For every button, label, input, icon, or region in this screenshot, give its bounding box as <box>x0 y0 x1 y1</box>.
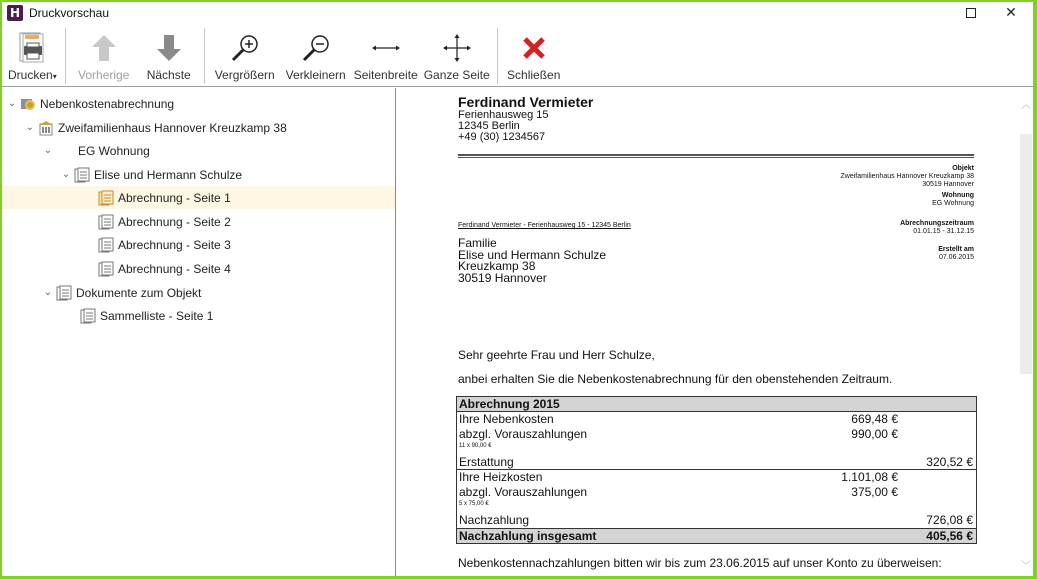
recipient-line: Kreuzkamp 38 <box>458 259 536 273</box>
maximize-icon <box>966 8 976 18</box>
preview-page <box>397 88 1017 576</box>
tree-item-label: Dokumente zum Objekt <box>76 285 202 300</box>
tree-item-abrechnung-seite-4[interactable] <box>96 257 231 280</box>
recipient-line: Elise und Hermann Schulze <box>458 247 607 262</box>
zoom-out-icon <box>299 32 333 64</box>
document-icon <box>98 214 114 230</box>
recipient-line: Familie <box>458 236 497 250</box>
tree-item-label: Elise und Hermann Schulze <box>94 167 243 182</box>
meta-label: Objekt <box>952 165 974 172</box>
maximize-button[interactable] <box>951 2 991 24</box>
tree-item-nebenkostenabrechnung[interactable] <box>6 92 174 115</box>
zoom-in-button[interactable] <box>209 27 281 85</box>
previous-label: Vorherige <box>78 68 130 82</box>
print-preview-window <box>2 2 1033 576</box>
next-page-button[interactable] <box>138 27 200 85</box>
tree-item-label: Abrechnung - Seite 2 <box>118 214 231 229</box>
tree-item-label: EG Wohnung <box>78 143 150 158</box>
page-width-button[interactable] <box>351 27 421 85</box>
return-address: Ferdinand Vermieter - Ferienhausweg 15 - 12345 Berlin <box>458 222 631 229</box>
move-arrows-icon <box>440 32 474 64</box>
arrow-up-icon <box>87 32 121 64</box>
sender-phone: +49 (30) 1234567 <box>458 131 546 143</box>
meta-value: 07.06.2015 <box>938 254 974 261</box>
previous-page-button[interactable] <box>70 27 138 85</box>
bill-amount: 669,48 € <box>851 412 898 426</box>
scroll-down-icon[interactable]: ﹀ <box>1021 561 1031 572</box>
bill-row <box>457 412 976 427</box>
sender-street: Ferienhausweg 15 <box>458 109 549 121</box>
arrow-down-icon <box>152 32 186 64</box>
meta-label: Abrechnungszeitraum <box>900 220 974 227</box>
print-button[interactable] <box>2 27 61 85</box>
header-divider <box>458 154 974 158</box>
vertical-scrollbar[interactable] <box>1019 88 1033 576</box>
tree-item-label: Sammelliste - Seite 1 <box>100 308 214 323</box>
close-window-button[interactable] <box>991 2 1031 24</box>
document-icon <box>98 261 114 277</box>
title-bar <box>2 2 1033 24</box>
printer-icon <box>15 32 49 64</box>
horizontal-arrows-icon <box>369 32 403 64</box>
bill-amount: 320,52 € <box>926 455 973 469</box>
tree-item-schulze[interactable] <box>60 163 242 186</box>
bill-label: Nachzahlung <box>459 513 530 527</box>
chevron-down-icon[interactable]: ⌄ <box>7 98 17 109</box>
bill-row <box>457 427 976 442</box>
toolbar-divider <box>204 28 205 84</box>
tree-item-building[interactable] <box>24 116 287 139</box>
recipient-line: 30519 Hannover <box>458 270 547 285</box>
zoom-in-label: Vergrößern <box>214 68 275 82</box>
zoom-in-icon <box>228 32 262 64</box>
meta-label: Wohnung <box>941 192 974 199</box>
billing-table <box>456 396 977 544</box>
bill-label: Ihre Heizkosten <box>459 470 543 484</box>
meta-zeitraum <box>900 220 974 236</box>
red-x-icon <box>517 32 551 64</box>
tree-item-label: Abrechnung - Seite 3 <box>118 237 231 252</box>
bill-total-row <box>457 528 976 543</box>
bill-row <box>457 455 976 470</box>
document-icon <box>98 237 114 253</box>
meta-value: Zweifamilienhaus Hannover Kreuzkamp 38 <box>840 173 974 180</box>
payment-instruction: Nebenkostennachzahlungen bitten wir bis zum 23.06.2015 auf unser Konto zu überweisen: <box>458 556 942 570</box>
toolbar-divider <box>65 28 66 84</box>
bill-label: Ihre Nebenkosten <box>459 412 554 426</box>
salutation: Sehr geehrte Frau und Herr Schulze, <box>458 348 655 362</box>
meta-objekt <box>841 165 974 189</box>
app-logo-icon: H <box>7 5 23 21</box>
page-width-label: Seitenbreite <box>353 68 418 82</box>
bill-label: Erstattung <box>459 455 514 469</box>
tree-item-abrechnung-seite-1[interactable] <box>2 186 395 209</box>
bill-total-amount: 405,56 € <box>926 529 973 543</box>
chevron-down-icon[interactable]: ⌄ <box>43 287 53 298</box>
close-label: Schließen <box>507 68 561 82</box>
document-icon <box>56 285 72 301</box>
meta-value: 01.01.15 - 31.12.15 <box>913 228 974 235</box>
next-label: Nächste <box>146 68 191 82</box>
bill-amount: 726,08 € <box>926 513 973 527</box>
sender-city: 12345 Berlin <box>458 120 520 132</box>
tree-item-abrechnung-seite-3[interactable] <box>96 233 231 256</box>
tree-item-sammelliste[interactable] <box>78 304 213 327</box>
document-preview[interactable] <box>397 88 1033 576</box>
meta-erstellt <box>938 246 974 262</box>
page-tree <box>2 88 396 576</box>
tree-item-abrechnung-seite-2[interactable] <box>96 210 231 233</box>
chevron-down-icon[interactable]: ⌄ <box>25 122 35 133</box>
tree-item-label: Nebenkostenabrechnung <box>40 96 175 111</box>
window-title: Druckvorschau <box>29 6 110 20</box>
intro-text: anbei erhalten Sie die Nebenkostenabrechnung für den obenstehenden Zeitraum. <box>458 372 893 386</box>
close-preview-button[interactable] <box>502 27 566 85</box>
zoom-out-label: Verkleinern <box>285 68 346 82</box>
bill-label: abzgl. Vorauszahlungen <box>459 485 588 499</box>
chevron-down-icon[interactable]: ⌄ <box>61 169 71 180</box>
meta-value: 30519 Hannover <box>922 181 974 188</box>
meta-label: Erstellt am <box>938 246 974 253</box>
bill-total-label: Nachzahlung insgesamt <box>459 529 597 543</box>
tree-item-label: Abrechnung - Seite 1 <box>118 190 231 205</box>
bill-amount: 1.101,08 € <box>841 470 898 484</box>
document-icon <box>80 308 96 324</box>
chevron-down-icon[interactable]: ⌄ <box>43 145 53 156</box>
bill-label: abzgl. Vorauszahlungen <box>459 427 588 441</box>
scroll-up-icon[interactable]: ︿ <box>1021 100 1031 111</box>
bill-detail: 5 x 75,00 € <box>459 501 489 507</box>
bill-amount: 375,00 € <box>851 485 898 499</box>
meta-value: EG Wohnung <box>932 200 974 207</box>
bill-title: Abrechnung 2015 <box>457 397 976 412</box>
accounting-icon <box>20 96 36 112</box>
bill-row <box>457 470 976 485</box>
tree-item-dokumente[interactable] <box>42 281 201 304</box>
dropdown-caret-icon: ▾ <box>52 72 57 81</box>
tree-item-label: Zweifamilienhaus Hannover Kreuzkamp 38 <box>58 120 287 135</box>
meta-wohnung <box>932 192 974 208</box>
whole-page-button[interactable] <box>421 27 493 85</box>
toolbar <box>2 27 1033 87</box>
bill-row <box>457 513 976 528</box>
sender-name: Ferdinand Vermieter <box>458 94 594 110</box>
close-icon: ✕ <box>1005 5 1017 21</box>
zoom-out-button[interactable] <box>281 27 351 85</box>
recipient-address <box>458 238 606 284</box>
tree-item-label: Abrechnung - Seite 4 <box>118 261 231 276</box>
document-icon <box>74 167 90 183</box>
print-label: Drucken▾ <box>8 68 57 82</box>
toolbar-divider <box>497 28 498 84</box>
bill-row <box>457 485 976 500</box>
whole-page-label: Ganze Seite <box>423 68 490 82</box>
tree-item-eg-wohnung[interactable] <box>42 139 150 162</box>
document-icon <box>98 190 114 206</box>
bill-amount: 990,00 € <box>851 427 898 441</box>
scroll-thumb[interactable] <box>1020 134 1032 374</box>
building-icon <box>38 120 54 136</box>
bill-detail: 11 x 90,00 € <box>459 443 492 449</box>
